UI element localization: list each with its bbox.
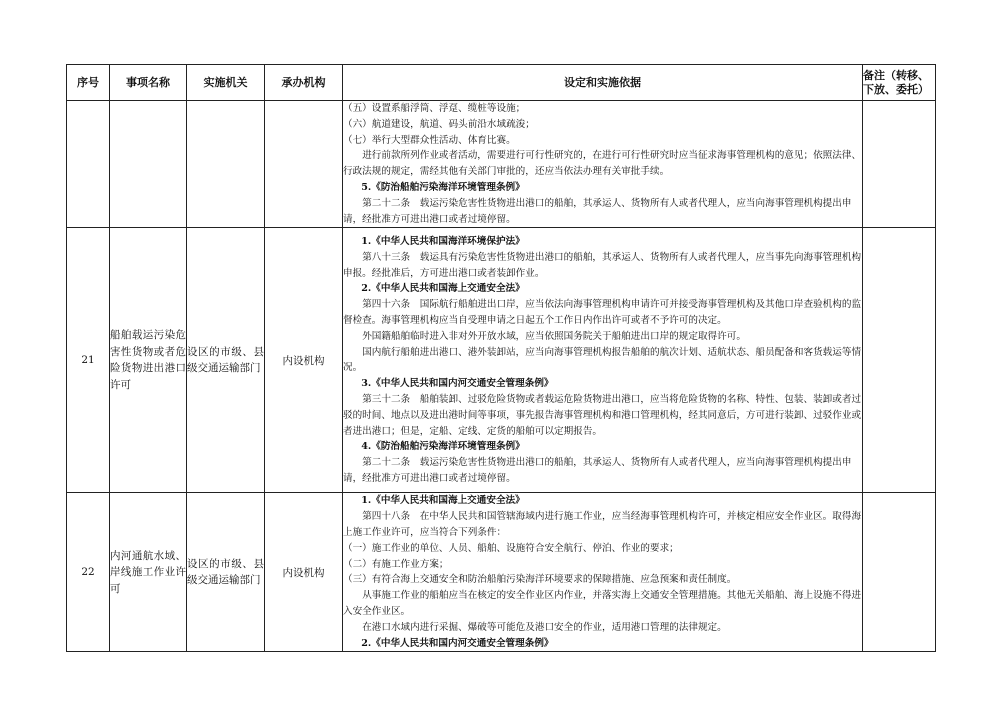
basis-paragraph: 在港口水域内进行采掘、爆破等可能危及港口安全的作业，适用港口管理的法律规定。 (362, 621, 727, 633)
row-index: 21 (67, 228, 110, 493)
row-authority: 设区的市级、县级交通运输部门 (187, 493, 265, 652)
row-item-name: 船舶载运污染危害性货物或者危险货物进出港口许可 (110, 228, 187, 493)
basis-paragraph: 第三十二条 船舶装卸、过驳危险货物或者载运危险货物进出港口，应当将危险货物的名称、特性、包装、装卸或者过驳的时间、地点以及进出港时间等事项，事先报告海事管理机构和港口管理机构，经其同意后，方可进行装卸、过驳作业或者进出港口；但是，定船、定线、定货的船舶可以定期报告。 (343, 393, 862, 437)
basis-paragraph: （七）举行大型群众性活动、体育比赛。 (343, 134, 516, 146)
header-handler: 承办机构 (265, 65, 343, 101)
law-heading: 1.《中华人民共和国海上交通安全法》 (361, 495, 525, 507)
basis-paragraph: （一）施工作业的单位、人员、船舶、设施符合安全航行、停泊、作业的要求； (343, 542, 679, 554)
basis-paragraph: 进行前款所列作业或者活动，需要进行可行性研究的，在进行可行性研究时应当征求海事管理机构的意见；依照法律、行政法规的规定，需经其他有关部门审批的，还应当依法办理有关审批手续。 (343, 150, 862, 178)
table-header-row (67, 65, 936, 101)
row-note (863, 493, 936, 652)
basis-paragraph: （六）航道建设，航道、码头前沿水域疏浚； (343, 118, 535, 130)
row-note (863, 228, 936, 493)
table-row-22 (67, 493, 936, 652)
header-authority: 实施机关 (187, 65, 265, 101)
header-note: 备注（转移、下放、委托） (863, 65, 936, 101)
row-authority: 设区的市级、县级交通运输部门 (187, 228, 265, 493)
row-handler: 内设机构 (265, 493, 343, 652)
basis-paragraph: 国内航行船舶进出港口、港外装卸站，应当向海事管理机构报告船舶的航次计划、适航状态、船员配备和客货载运等情况。 (343, 346, 862, 374)
basis-paragraph: （三）有符合海上交通安全和防治船舶污染海洋环境要求的保障措施、应急预案和责任制度。 (343, 574, 737, 586)
table-row-continued (67, 101, 936, 228)
header-index: 序号 (67, 65, 110, 101)
row-note (863, 101, 936, 228)
header-basis: 设定和实施依据 (343, 65, 863, 101)
law-heading: 5.《防治船舶污染海洋环境管理条例》 (361, 181, 525, 193)
row-index: 22 (67, 493, 110, 652)
row-item-name: 内河通航水域、岸线施工作业许可 (110, 493, 187, 652)
law-heading: 2.《中华人民共和国海上交通安全法》 (361, 283, 525, 295)
basis-paragraph: （五）设置系船浮筒、浮趸、缆桩等设施； (343, 103, 526, 114)
basis-paragraph: 第四十八条 在中华人民共和国管辖海域内进行施工作业，应当经海事管理机构许可，并核定相应安全作业区。取得海上施工作业许可，应当符合下列条件： (343, 511, 862, 538)
table-row-21 (67, 228, 936, 493)
basis-paragraph: 第二十二条 载运污染危害性货物进出港口的船舶，其承运人、货物所有人或者代理人，应当向海事管理机构提出申请，经批准方可进出港口或者过境停留。 (343, 457, 852, 484)
row-basis (343, 101, 863, 228)
law-heading: 2.《中华人民共和国内河交通安全管理条例》 (361, 637, 554, 649)
basis-paragraph: 第二十二条 载运污染危害性货物进出港口的船舶，其承运人、货物所有人或者代理人，应当向海事管理机构提出申请，经批准方可进出港口或者过境停留。 (343, 197, 852, 225)
law-heading: 4.《防治船舶污染海洋环境管理条例》 (361, 441, 525, 453)
row-handler (265, 101, 343, 228)
basis-paragraph: （二）有施工作业方案； (343, 558, 449, 570)
basis-paragraph: 第八十三条 载运具有污染危害性货物进出港口的船舶，其承运人、货物所有人或者代理人，应当事先向海事管理机构申报。经批准后，方可进出港口或者装卸作业。 (343, 251, 862, 279)
row-basis (343, 228, 863, 493)
row-handler: 内设机构 (265, 228, 343, 493)
row-item-name (110, 101, 187, 228)
law-heading: 1.《中华人民共和国海洋环境保护法》 (361, 236, 525, 247)
law-heading: 3.《中华人民共和国内河交通安全管理条例》 (361, 378, 554, 390)
row-authority (187, 101, 265, 228)
basis-paragraph: 第四十六条 国际航行船舶进出口岸，应当依法向海事管理机构申请许可并接受海事管理机构及其他口岸查验机构的监督检查。海事管理机构应当自受理申请之日起五个工作日内作出许可或者不予许可的决定。 (343, 299, 862, 326)
regulation-table (66, 64, 936, 652)
row-index (67, 101, 110, 228)
basis-paragraph: 外国籍船舶临时进入非对外开放水域，应当依照国务院关于船舶进出口岸的规定取得许可。 (362, 330, 746, 342)
header-item-name: 事项名称 (110, 65, 187, 101)
row-basis (343, 493, 863, 652)
basis-paragraph: 从事施工作业的船舶应当在核定的安全作业区内作业，并落实海上交通安全管理措施。其他无关船舶、海上设施不得进入安全作业区。 (343, 590, 862, 617)
